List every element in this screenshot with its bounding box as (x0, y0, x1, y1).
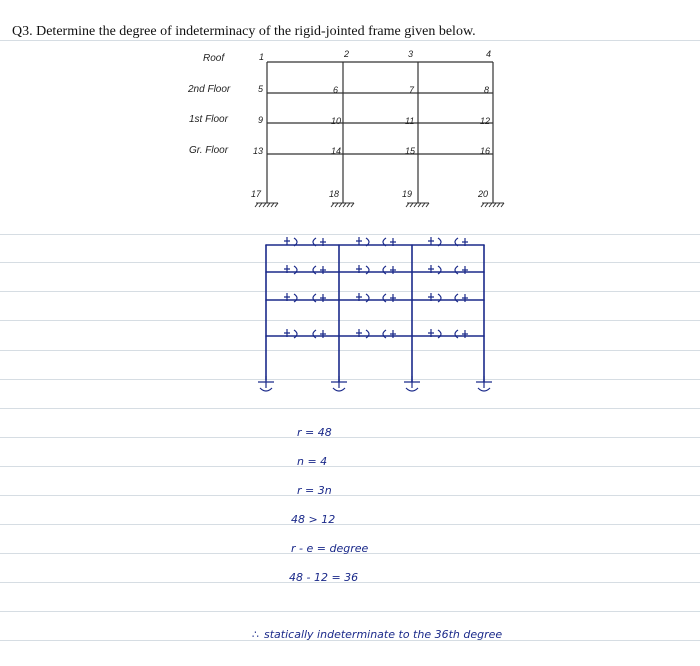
node-number: 18 (329, 189, 340, 199)
node-number: 15 (405, 146, 416, 156)
node-number: 3 (408, 49, 414, 59)
solution-conclusion: statically indeterminate to the 36th degree (264, 628, 503, 641)
node-number: 5 (258, 84, 264, 94)
solution-line-reactions: r = 48 (297, 426, 332, 439)
solution-line-equation: r = 3n (297, 484, 332, 497)
node-number: 11 (405, 116, 415, 126)
node-number: 7 (409, 85, 415, 95)
node-number: 8 (484, 85, 490, 95)
solution-line-result: 48 - 12 = 36 (289, 571, 359, 584)
solution-line-joints: n = 4 (297, 455, 328, 468)
therefore-symbol: ∴ (252, 628, 259, 641)
floor-label-1st: 1st Floor (189, 114, 228, 125)
solution-line-comparison: 48 > 12 (291, 513, 336, 526)
floor-label-ground: Gr. Floor (189, 145, 229, 156)
node-number: 6 (333, 85, 339, 95)
node-number: 2 (344, 49, 350, 59)
floor-label-roof: Roof (203, 53, 225, 64)
node-number: 17 (251, 189, 262, 199)
solution-line-degree-formula: r - e = degree (291, 542, 369, 555)
node-number: 1 (259, 52, 265, 62)
node-number: 13 (253, 146, 264, 156)
floor-label-2nd: 2nd Floor (188, 84, 231, 95)
node-number: 12 (480, 116, 491, 126)
node-number: 20 (478, 189, 489, 199)
question-text: Q3. Determine the degree of indeterminacy of the rigid-jointed frame given below. (12, 24, 476, 39)
node-number: 14 (331, 146, 342, 156)
node-number: 4 (486, 49, 492, 59)
node-number: 9 (258, 115, 264, 125)
node-number: 10 (331, 116, 342, 126)
node-number: 16 (480, 146, 491, 156)
node-number: 19 (402, 189, 413, 199)
